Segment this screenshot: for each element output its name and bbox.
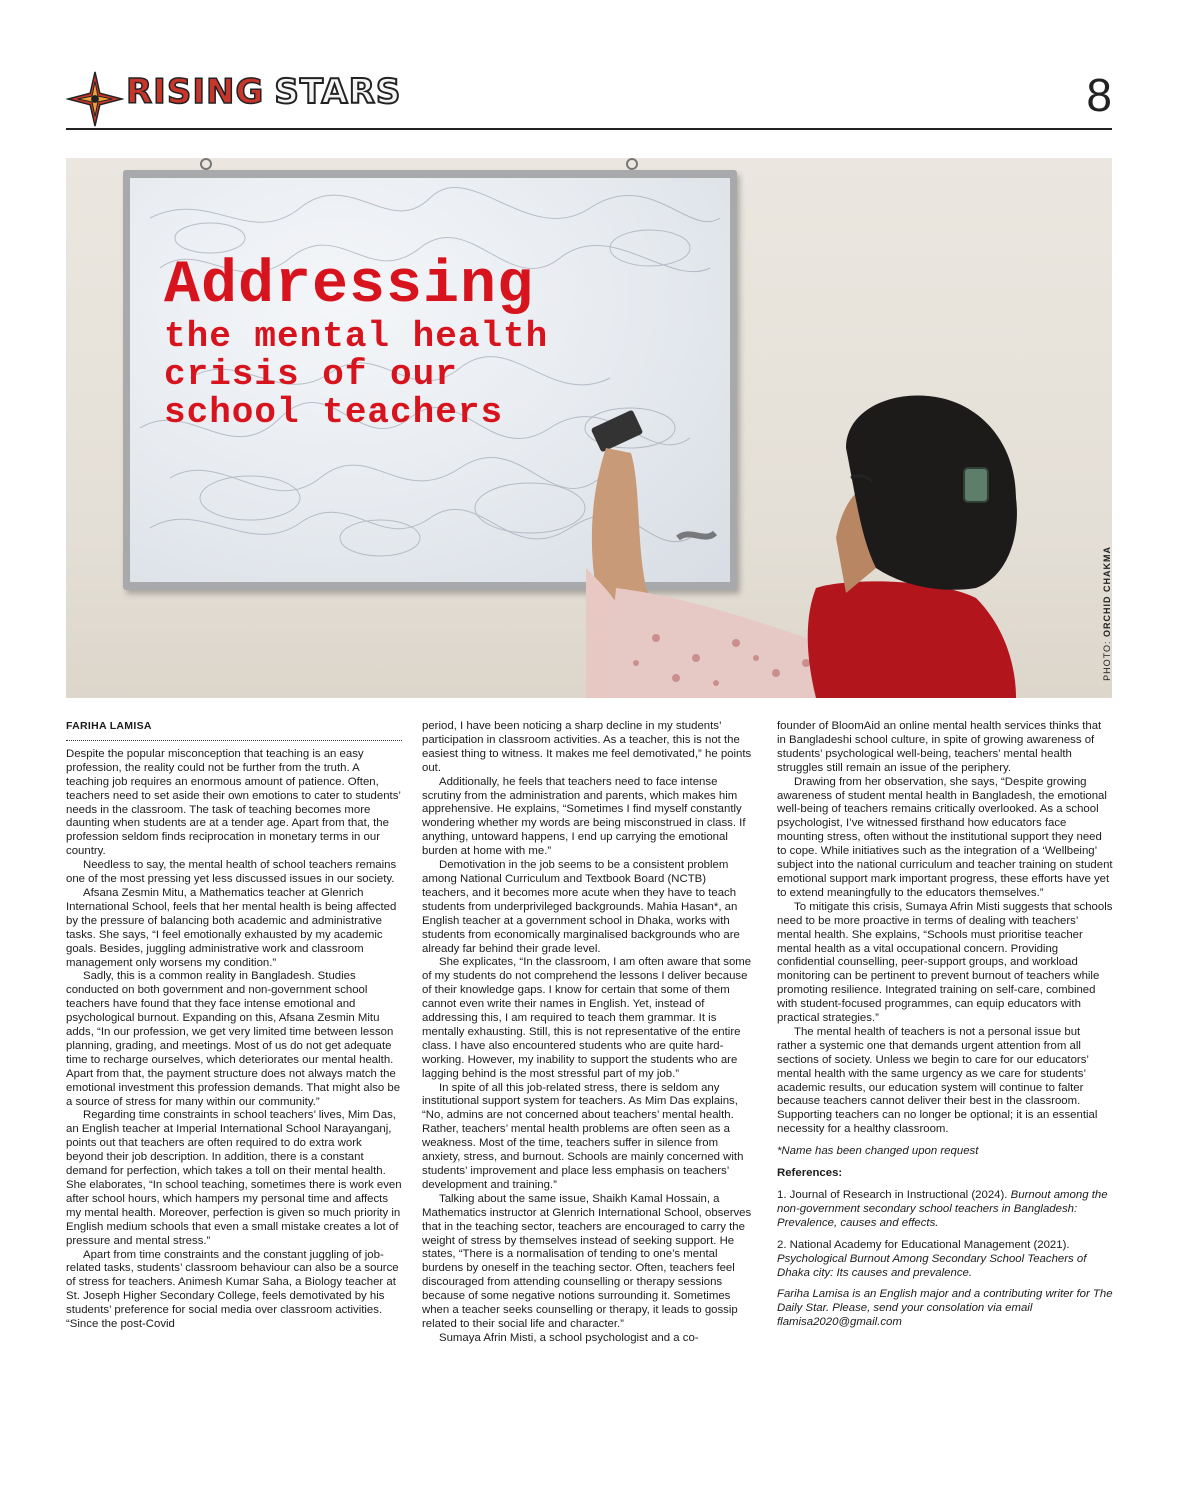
article-column-3 <box>777 720 1113 1330</box>
feature-photo <box>66 158 1112 698</box>
byline: FARIHA LAMISA <box>66 720 402 741</box>
paragraph: founder of BloomAid an online mental health services thinks that in Bangladeshi school culture, in spite of growing awareness of students’ psychological well-being, teachers’ mental health struggles still remain an issue of the periphery. <box>777 720 1102 774</box>
page-number: 8 <box>1086 69 1112 121</box>
hook-icon <box>626 158 638 170</box>
brand-title <box>126 72 401 112</box>
headline-line2: the mental health <box>164 316 549 357</box>
reference-1-title: Burnout among the non-government secondary school teachers in Bangladesh: Prevalence, causes and effects. <box>777 1189 1108 1229</box>
photo-credit-name: ORCHID CHAKMA <box>1102 546 1112 637</box>
paragraph: Despite the popular misconception that teaching is an easy profession, the reality could not be further from the truth. A teaching job requires an enormous amount of patience. Often, teachers need to set aside their own emotions to cater to students’ needs in the classroom. The task of teaching becomes more daunting when students are at a tender age. Apart from that, the profession seldom finds reciprocation in monetary terms in our country. <box>66 747 401 858</box>
article-column-1 <box>66 720 402 1332</box>
reference-2 <box>777 1239 1113 1281</box>
author-bio: Fariha Lamisa is an English major and a contributing writer for The Daily Star. Please, send your consolation via email flamisa2020@gmail.com <box>777 1288 1113 1329</box>
headline <box>164 254 548 432</box>
article-column-2 <box>422 720 756 1346</box>
paragraph: In spite of all this job-related stress, there is seldom any institutional support system for teachers. As Mim Das explains, “No, admins are not concerned about teachers’ mental health. Rather, teachers’ mental health problems are often seen as a weakness. Most of the time, teachers suffer in silence from anxiety, stress, and burnout. Schools are mainly concerned with students’ improvement and place less emphasis on teachers’ development and training.” <box>422 1081 744 1191</box>
headline-line1: Addressing <box>164 252 535 320</box>
name-change-note: *Name has been changed upon request <box>777 1145 979 1158</box>
paragraph: Apart from time constraints and the constant juggling of job-related tasks, students’ classroom behaviour can also be a source of stress for teachers. Animesh Kumar Saha, a Biology teacher at St. Joseph Higher Secondary College, feels demotivated by his students’ preference for social media over classroom activities. “Since the post-Covid <box>66 1248 399 1331</box>
reference-2-source: 2. National Academy for Educational Management (2021). <box>777 1238 1070 1251</box>
paragraph: Regarding time constraints in school teachers’ lives, Mim Das, an English teacher at Imperial International School Narayanganj, points out that teachers are often required to do extra work beyond their job description. In addition, there is a constant demand for perfection, which takes a toll on their mental health. She elaborates, “In school teaching, sometimes there is work even after school hours, which hampers my personal time and affects my mental health. Moreover, perfection is given so much priority in English medium schools that even a small mistake creates a lot of pressure and mental stress.” <box>66 1109 402 1247</box>
reference-1 <box>777 1189 1113 1231</box>
headline-line3: crisis of our <box>164 354 458 395</box>
reference-2-title: Psychological Burnout Among Secondary School Teachers of Dhaka city: Its causes and prevalence. <box>777 1252 1087 1279</box>
paragraph: Drawing from her observation, she says, “Despite growing awareness of student mental health in Bangladesh, the emotional well-being of teachers remains critically overlooked. As a school psychologist, I’ve witnessed firsthand how educators face mounting stress, often without the institutional support they need to cope. While initiatives such as the integration of a ‘Wellbeing’ subject into the national curriculum and teacher training on student emotional support mark important progress, these efforts have yet to extend meaningfully to the educators themselves.” <box>777 775 1113 899</box>
paragraph: To mitigate this crisis, Sumaya Afrin Misti suggests that schools need to be more proactive in terms of dealing with teachers’ mental health. She explains, “Schools must prioritise teacher mental health as a vital occupational concern. Providing confidential counselling, peer-support groups, and workload monitoring can be pertinent to prevent burnout of teachers while promoting resilience. Integrated training on self-care, combined with student-focused programmes, can equip educators with practical strategies.” <box>777 900 1113 1025</box>
paragraph: Afsana Zesmin Mitu, a Mathematics teacher at Glenrich International School, feels that her mental health is being affected by the pressure of balancing both academic and administrative tasks. She says, “I feel emotionally exhausted by my academic goals. Besides, juggling administrative work and classroom management only worsens my condition.” <box>66 886 397 969</box>
reference-1-source: 1. Journal of Research in Instructional (2024). <box>777 1189 1011 1201</box>
brand-word-rising: RISING <box>126 72 265 112</box>
brand-word-stars: STARS <box>274 72 402 112</box>
paragraph: Demotivation in the job seems to be a consistent problem among National Curriculum and Textbook Board (NCTB) teachers, and it becomes more acute when they have to teach students from underprivileged backgrounds. Mahia Hasan*, an English teacher at a government school in Dhaka, works with students from economically marginalised backgrounds who are already far behind their grade level. <box>422 859 740 955</box>
references-heading: References: <box>777 1167 843 1180</box>
page-header <box>66 62 1112 130</box>
compass-star-icon <box>66 70 124 128</box>
paragraph: period, I have been noticing a sharp decline in my students’ participation in classroom activities. As a teacher, this is not the easiest thing to witness. It makes me feel demotivated,” he points out. <box>422 720 752 774</box>
photo-credit-label: PHOTO: <box>1102 637 1112 681</box>
header-rule <box>66 128 1112 130</box>
paragraph: Talking about the same issue, Shaikh Kamal Hossain, a Mathematics instructor at Glenrich International School, observes that in the teaching sector, teachers are encouraged to carry the weight of stress by themselves instead of seeking support. He states, “There is a normalisation of tending to one’s mental burdens by oneself in the teaching sector. Often, teachers feel discouraged from attending counselling or therapy sessions because of some negative notions surrounding it. Sometimes when a teacher seeks counselling or therapy, it leads to gossip related to their social life and character.” <box>422 1192 752 1330</box>
photo-credit <box>1102 546 1112 681</box>
hook-icon <box>200 158 212 170</box>
paragraph: Sumaya Afrin Misti, a school psychologist and a co- <box>439 1331 699 1344</box>
paragraph: She explicates, “In the classroom, I am often aware that some of my students do not comprehend the lessons I deliver because of their knowledge gaps. I know for certain that some of them cannot even write their names in English. Yet, instead of addressing this, I am required to teach them grammar. It is mentally exhausting. Still, this is not representative of the entire class. I have also encountered students who are quite hard-working. However, my inability to support the students who are lagging behind is the most stressful part of my job.” <box>422 956 752 1080</box>
paragraph: The mental health of teachers is not a personal issue but rather a systemic one that demands urgent attention from all sections of society. Unless we begin to care for our educators’ mental health with the same urgency as we care for students’ academic results, our education system will continue to falter because teachers cannot deliver their best in the classroom. Supporting teachers can no longer be optional; it is an essential necessity for a healthy classroom. <box>777 1025 1098 1136</box>
teacher-figure <box>546 388 1112 698</box>
paragraph: Needless to say, the mental health of school teachers remains one of the most pressing yet less discussed issues in our society. <box>66 859 397 886</box>
paragraph: Additionally, he feels that teachers need to face intense scrutiny from the administration and parents, which makes him apprehensive. He explains, “Sometimes I find myself constantly wondering whether my words are being misconstrued in class. If anything, untoward happens, I end up carrying the emotional burden at home with me.” <box>422 775 746 858</box>
paragraph: Sadly, this is a common reality in Bangladesh. Studies conducted on both government and non-government school teachers have found that they face intense emotional and psychological burnout. Expanding on this, Afsana Zesmin Mitu adds, “In our profession, we get very limited time between lesson planning, grading, and meetings. Most of us do not get adequate time to recharge ourselves, which deteriorates our mental health. Apart from that, the payment structure does not always match the emotional investment this profession demands. That might also be a source of stress for many within our community.” <box>66 970 401 1108</box>
headline-line4: school teachers <box>164 392 504 433</box>
